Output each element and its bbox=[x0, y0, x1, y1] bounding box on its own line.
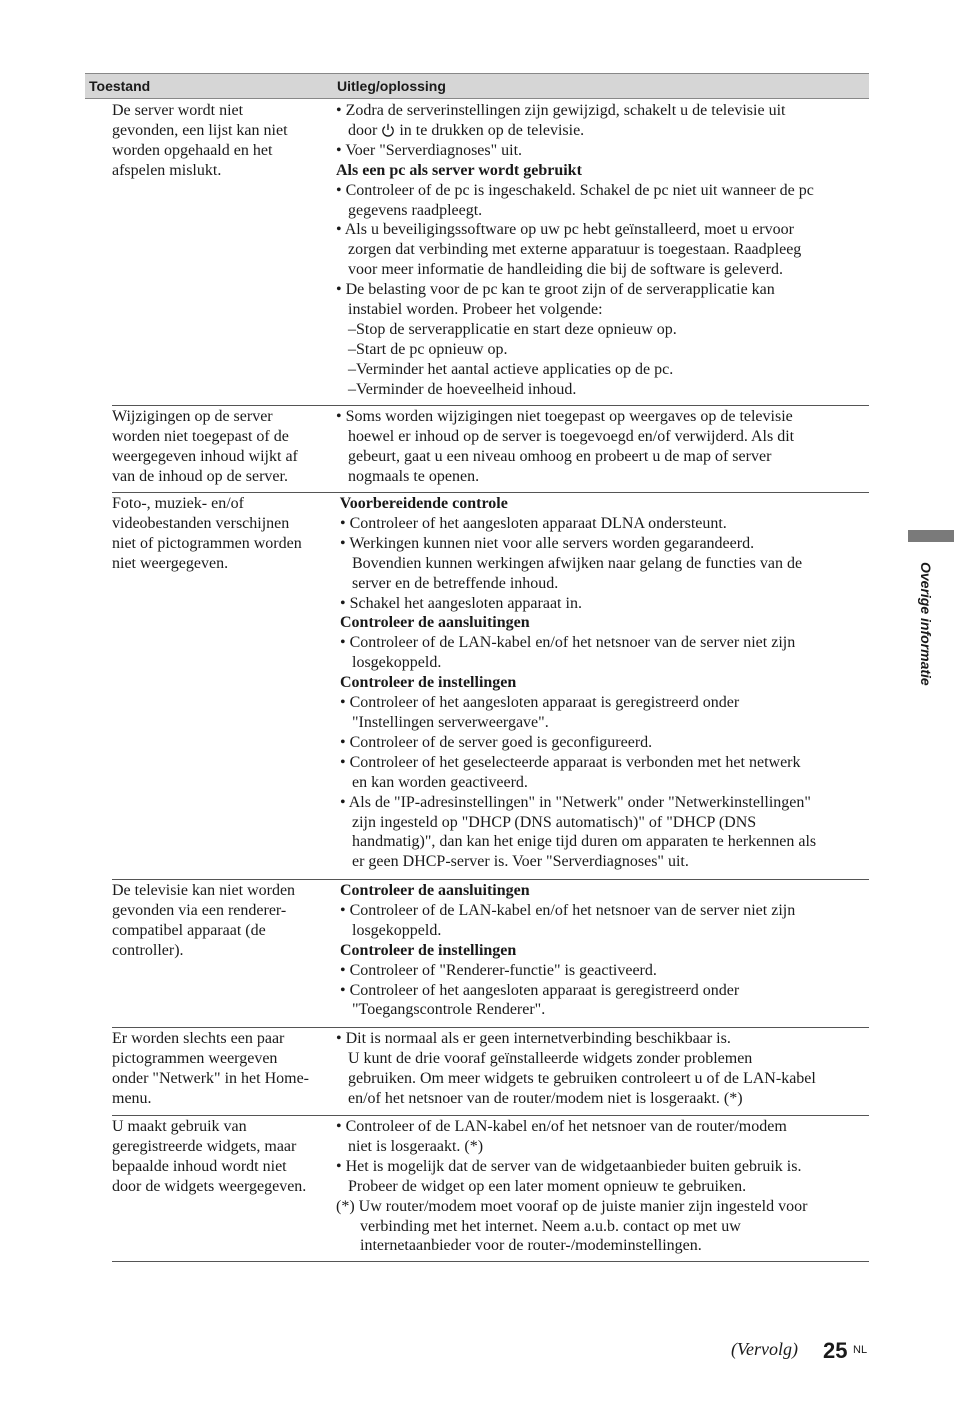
solution-line: en/of het netsnoer van de router/modem niet is losgeraakt. (*) bbox=[336, 1089, 743, 1107]
language-code: NL bbox=[853, 1344, 868, 1356]
solution-line: • Controleer of het aangesloten apparaat is geregistreerd onder bbox=[336, 981, 740, 999]
solution-line: • Schakel het aangesloten apparaat in. bbox=[336, 594, 582, 612]
table-row bbox=[112, 492, 869, 880]
solution-line: • Als u beveiligingssoftware op uw pc hebt geïnstalleerd, moet u ervoor bbox=[336, 221, 794, 239]
solution-line: • Werkingen kunnen niet voor alle servers worden gegarandeerd. bbox=[336, 534, 755, 552]
solution-heading: Controleer de instellingen bbox=[336, 941, 517, 959]
solution-heading: Voorbereidende controle bbox=[336, 495, 508, 512]
state-cell: Foto-, muziek- en/of videobestanden verschijnen niet of pictogrammen worden niet weergegeven. bbox=[112, 495, 302, 572]
solution-line: • Als de "IP-adresinstellingen" in "Netwerk" onder "Netwerkinstellingen" bbox=[336, 793, 811, 811]
solution-line: zijn ingesteld op "DHCP (DNS automatisch)" of "DHCP (DNS bbox=[336, 813, 757, 831]
state-cell: Wijzigingen op de server worden niet toegepast of de weergegeven inhoud wijkt af van de inhoud op de server. bbox=[112, 408, 298, 485]
state-cell: De server wordt niet gevonden, een lijst kan niet worden opgehaald en het afspelen mislukt. bbox=[112, 102, 288, 179]
solution-line: door in te drukken op de televisie. bbox=[336, 121, 585, 139]
section-label: Overige informatie bbox=[918, 562, 934, 686]
solution-cell bbox=[336, 1029, 869, 1109]
footnote-line: verbinding met het internet. Neem a.u.b. contact op met uw bbox=[336, 1217, 741, 1235]
table-row bbox=[112, 405, 869, 493]
solution-line: er geen DHCP-server is. Voer "Serverdiagnoses" uit. bbox=[336, 853, 689, 871]
solution-line: • Controleer of de server goed is geconfigureerd. bbox=[336, 733, 653, 751]
table-row bbox=[112, 99, 869, 406]
table-header bbox=[85, 73, 869, 99]
solution-line: • Het is mogelijk dat de server van de widgetaanbieder buiten gebruik is. bbox=[336, 1157, 802, 1175]
table-row bbox=[112, 879, 869, 1028]
solution-line: gegevens raadpleegt. bbox=[336, 201, 483, 219]
solution-line: "Toegangscontrole Renderer". bbox=[336, 1001, 546, 1019]
solution-line: losgekoppeld. bbox=[336, 654, 442, 672]
solution-line: zorgen dat verbinding met externe apparatuur is toegestaan. Raadpleeg bbox=[336, 241, 802, 259]
solution-line: • Dit is normaal als er geen internetverbinding beschikbaar is. bbox=[336, 1030, 731, 1047]
solution-line: • Controleer of de LAN-kabel en/of het netsnoer van de server niet zijn bbox=[336, 634, 796, 652]
solution-line: –Start de pc opnieuw op. bbox=[336, 340, 508, 358]
column-header-state: Toestand bbox=[89, 78, 151, 94]
solution-heading: Controleer de instellingen bbox=[336, 674, 517, 692]
page-number: 25 bbox=[823, 1338, 848, 1363]
solution-line: Bovendien kunnen werkingen afwijken naar gelang de functies van de bbox=[336, 554, 803, 572]
solution-line: • De belasting voor de pc kan te groot zijn of de serverapplicatie kan bbox=[336, 281, 775, 299]
solution-line: • Controleer of het geselecteerde apparaat is verbonden met het netwerk bbox=[336, 753, 801, 771]
table-row bbox=[112, 1115, 869, 1262]
solution-line: nogmaals te openen. bbox=[336, 467, 480, 485]
solution-line: –Verminder de hoeveelheid inhoud. bbox=[336, 380, 577, 398]
solution-heading: Controleer de aansluitingen bbox=[336, 614, 530, 632]
solution-line: U kunt de drie vooraf geïnstalleerde widgets zonder problemen bbox=[336, 1049, 753, 1067]
solution-line: • Controleer of "Renderer-functie" is geactiveerd. bbox=[336, 961, 657, 979]
solution-heading: Controleer de aansluitingen bbox=[336, 882, 530, 899]
solution-line: "Instellingen serverweergave". bbox=[336, 713, 549, 731]
solution-line: gebeurt, gaat u een niveau omhoog en probeert u de map of server bbox=[336, 447, 772, 465]
column-header-solution: Uitleg/oplossing bbox=[337, 78, 446, 94]
solution-line: voor meer informatie de handleiding die bij de software is geleverd. bbox=[336, 261, 783, 279]
footnote-line: (*) Uw router/modem moet vooraf op de juiste manier zijn ingesteld voor bbox=[336, 1197, 808, 1215]
solution-cell bbox=[336, 494, 869, 872]
solution-line: Probeer de widget op een later moment opnieuw te gebruiken. bbox=[336, 1177, 747, 1195]
solution-line: • Controleer of het aangesloten apparaat is geregistreerd onder bbox=[336, 694, 740, 712]
solution-line: • Controleer of het aangesloten apparaat DLNA ondersteunt. bbox=[336, 514, 727, 532]
table-row bbox=[112, 1027, 869, 1116]
solution-line: instabiel worden. Probeer het volgende: bbox=[336, 301, 603, 319]
solution-line: gebruiken. Om meer widgets te gebruiken controleert u of de LAN-kabel bbox=[336, 1069, 816, 1087]
state-cell: Er worden slechts een paar pictogrammen weergeven onder "Netwerk" in het Home- menu. bbox=[112, 1030, 309, 1107]
solution-line: –Verminder het aantal actieve applicaties op de pc. bbox=[336, 360, 674, 378]
footnote-line: internetaanbieder voor de router-/modeminstellingen. bbox=[336, 1237, 702, 1255]
solution-line: • Soms worden wijzigingen niet toegepast op weergaves op de televisie bbox=[336, 408, 793, 425]
solution-line: losgekoppeld. bbox=[336, 921, 442, 939]
solution-line: server en de betreffende inhoud. bbox=[336, 574, 559, 592]
solution-cell bbox=[336, 1117, 869, 1256]
solution-line: –Stop de serverapplicatie en start deze opnieuw op. bbox=[336, 320, 677, 338]
solution-cell bbox=[336, 101, 869, 400]
section-tab-marker bbox=[908, 530, 954, 542]
solution-line: • Controleer of de pc is ingeschakeld. Schakel de pc niet uit wanneer de pc bbox=[336, 181, 814, 199]
solution-line: en kan worden geactiveerd. bbox=[336, 773, 528, 791]
solution-cell bbox=[336, 407, 869, 487]
solution-line: • Zodra de serverinstellingen zijn gewijzigd, schakelt u de televisie uit bbox=[336, 102, 786, 119]
state-cell: De televisie kan niet worden gevonden via een renderer- compatibel apparaat (de controller). bbox=[112, 882, 296, 959]
solution-line: • Controleer of de LAN-kabel en/of het netsnoer van de router/modem bbox=[336, 1118, 787, 1135]
solution-cell bbox=[336, 881, 869, 1020]
solution-line: handmatig)", dan kan het enige tijd duren om apparaten te herkennen als bbox=[336, 833, 817, 851]
solution-line: • Voer "Serverdiagnoses" uit. bbox=[336, 141, 523, 159]
state-cell: U maakt gebruik van geregistreerde widgets, maar bepaalde inhoud wordt niet door de widgets weergegeven. bbox=[112, 1118, 307, 1195]
solution-line: hoewel er inhoud op de server is toegevoegd en/of verwijderd. Als dit bbox=[336, 427, 795, 445]
continued-label: (Vervolg) bbox=[731, 1339, 798, 1359]
solution-heading: Als een pc als server wordt gebruikt bbox=[336, 161, 582, 179]
solution-line: niet is losgeraakt. (*) bbox=[336, 1137, 484, 1155]
solution-line: • Controleer of de LAN-kabel en/of het netsnoer van de server niet zijn bbox=[336, 901, 796, 919]
power-icon bbox=[381, 123, 395, 137]
